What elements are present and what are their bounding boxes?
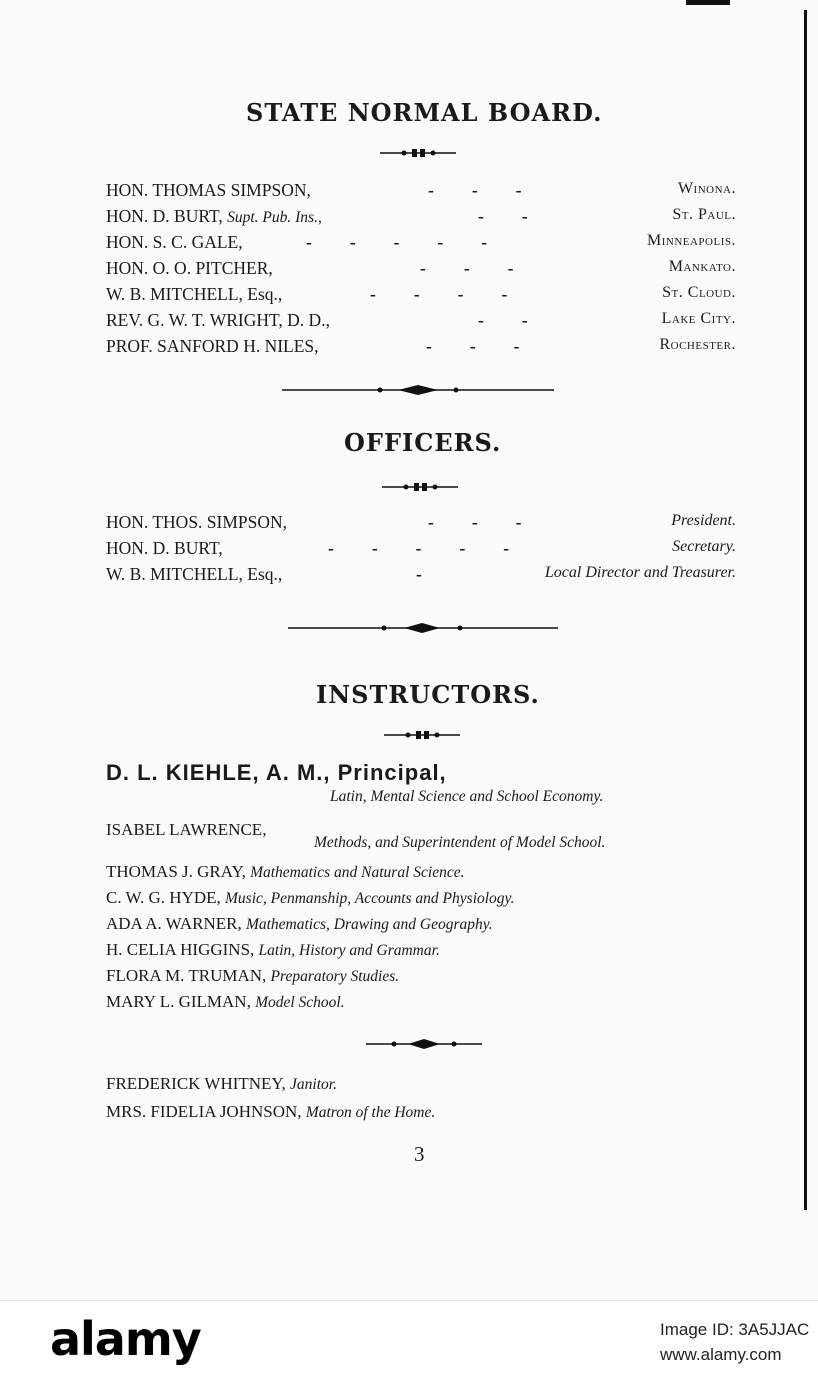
instructor-name: ADA A. WARNER, <box>106 914 242 933</box>
board-member-row <box>106 284 736 310</box>
leader-dashes: ---- <box>370 284 546 304</box>
board-member-row <box>106 336 736 362</box>
staff-row <box>106 1102 435 1122</box>
site-url: www.alamy.com <box>660 1345 782 1364</box>
officer-role: Local Director and Treasurer. <box>544 564 736 581</box>
instructor-row <box>106 966 399 986</box>
board-member-name: PROF. SANFORD H. NILES, <box>106 336 319 356</box>
leader-dashes: --- <box>428 180 560 200</box>
instructor-subjects: Preparatory Studies. <box>270 968 400 985</box>
instructor-subjects: Methods, and Superintendent of Model School. <box>314 834 606 851</box>
board-member-note: Supt. Pub. Ins., <box>227 209 322 226</box>
board-member-place: Minneapolis. <box>646 232 736 249</box>
instructor-row <box>106 992 345 1012</box>
leader-dashes: -- <box>478 206 566 226</box>
instructor-name: FLORA M. TRUMAN, <box>106 966 267 985</box>
principal-name: D. L. KIEHLE, A. M., Principal, <box>106 760 447 785</box>
instructor-row <box>106 914 493 934</box>
section-divider <box>286 620 560 636</box>
staff-name: FREDERICK WHITNEY, <box>106 1074 286 1093</box>
leader-dashes: - <box>416 564 460 584</box>
instructor-subjects: Music, Penmanship, Accounts and Physiology. <box>225 890 515 907</box>
board-member-place: St. Cloud. <box>662 284 736 301</box>
instructor-name: C. W. G. HYDE, <box>106 888 221 907</box>
instructors-title-ornament <box>382 728 462 742</box>
staff-name: MRS. FIDELIA JOHNSON, <box>106 1102 302 1121</box>
page-edge-top <box>686 0 730 5</box>
instructor-row <box>106 940 440 960</box>
instructor-row <box>106 888 514 908</box>
leader-dashes: ----- <box>306 232 526 252</box>
officers-title-ornament <box>380 480 460 494</box>
instructor-name: MARY L. GILMAN, <box>106 992 251 1011</box>
instructor-name: H. CELIA HIGGINS, <box>106 940 255 959</box>
board-member-name: REV. G. W. T. WRIGHT, D. D., <box>106 310 330 330</box>
board-title-ornament <box>378 146 458 160</box>
board-member-place: Winona. <box>677 180 736 197</box>
officer-name: W. B. MITCHELL, Esq., <box>106 564 283 584</box>
officer-row <box>106 564 736 590</box>
board-member-place: St. Paul. <box>672 206 736 223</box>
officer-name: HON. THOS. SIMPSON, <box>106 512 288 532</box>
board-member-row <box>106 258 736 284</box>
alamy-logo: alamy <box>50 1312 201 1366</box>
principal-subjects: Latin, Mental Science and School Economy. <box>330 788 604 805</box>
board-member-place: Lake City. <box>661 310 736 327</box>
instructor-name: THOMAS J. GRAY, <box>106 862 246 881</box>
section-divider <box>280 382 556 398</box>
board-member-row <box>106 310 736 336</box>
staff-role: Matron of the Home. <box>305 1104 436 1121</box>
instructor-subjects: Mathematics and Natural Science. <box>250 864 465 881</box>
board-title: STATE NORMAL BOARD. <box>246 98 603 127</box>
officer-name: HON. D. BURT, <box>106 538 223 558</box>
board-member-row <box>106 232 736 258</box>
instructor-subjects: Mathematics, Drawing and Geography. <box>245 916 493 933</box>
leader-dashes: ----- <box>328 538 548 558</box>
officers-title: OFFICERS. <box>344 428 502 457</box>
instructor-subjects: Latin, History and Grammar. <box>258 942 440 959</box>
board-member-place: Mankato. <box>668 258 736 275</box>
board-member-place: Rochester. <box>659 336 736 353</box>
page-edge-right <box>804 10 807 1210</box>
page-number: 3 <box>414 1142 425 1166</box>
instructor-row <box>106 862 464 882</box>
instructor-name: ISABEL LAWRENCE, <box>106 820 267 839</box>
image-id: Image ID: 3A5JJAC <box>660 1320 810 1339</box>
board-member-name: W. B. MITCHELL, Esq., <box>106 284 283 304</box>
leader-dashes: --- <box>420 258 552 278</box>
board-member-name-text: HON. D. BURT, <box>106 206 223 226</box>
officer-role: President. <box>671 512 736 529</box>
leader-dashes: --- <box>428 512 560 532</box>
officer-row <box>106 512 736 538</box>
staff-role: Janitor. <box>290 1076 337 1093</box>
leader-dashes: --- <box>426 336 558 356</box>
leader-dashes: -- <box>478 310 566 330</box>
board-member-name: HON. S. C. GALE, <box>106 232 243 252</box>
staff-divider <box>364 1036 484 1052</box>
board-member-row <box>106 180 736 206</box>
officer-role: Secretary. <box>672 538 736 555</box>
board-member-name: HON. THOMAS SIMPSON, <box>106 180 311 200</box>
instructor-subjects: Model School. <box>255 994 345 1011</box>
board-member-name: HON. O. O. PITCHER, <box>106 258 273 278</box>
officer-row <box>106 538 736 564</box>
staff-row <box>106 1074 337 1094</box>
board-member-row <box>106 206 736 232</box>
instructors-title: INSTRUCTORS. <box>316 680 540 709</box>
board-member-name <box>106 206 322 227</box>
